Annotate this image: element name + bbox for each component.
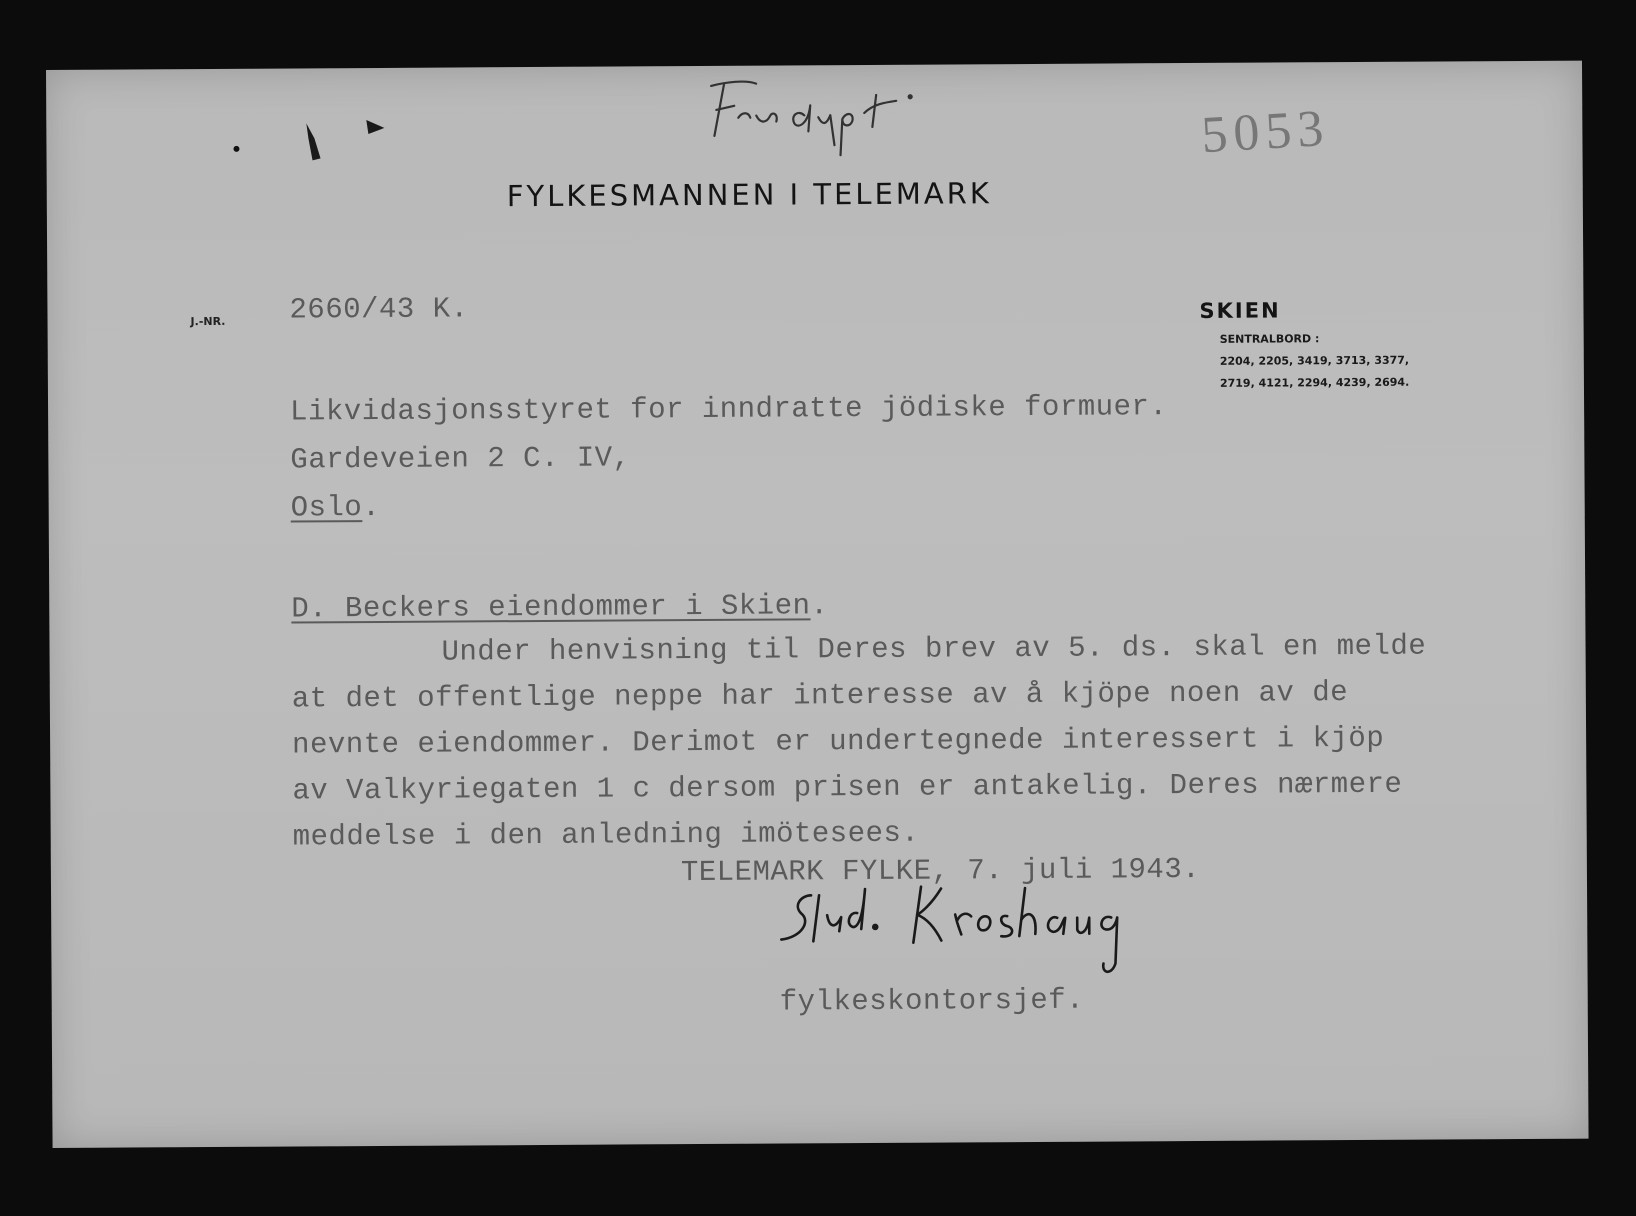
handwritten-note xyxy=(686,74,987,166)
subject-suffix: . xyxy=(810,589,829,623)
phone-numbers-line1: 2204, 2205, 3419, 3713, 3377, xyxy=(1219,353,1410,368)
body-line: av Valkyriegaten 1 c dersom prisen er antakelig. Deres nærmere xyxy=(292,767,1403,808)
archive-number: 5053 xyxy=(1199,99,1331,165)
recipient-name: Likvidasjonsstyret for inndratte jödiske formuer. xyxy=(289,390,1168,429)
body-line: nevnte eiendommer. Derimot er undertegnede interessert i kjöp xyxy=(292,721,1385,762)
place-date: TELEMARK FYLKE, 7. juli 1943. xyxy=(680,852,1201,890)
body-line: at det offentlige neppe har interesse av å kjöpe noen av de xyxy=(291,676,1349,716)
phone-numbers-line2: 2719, 4121, 2294, 4239, 2694. xyxy=(1219,375,1410,390)
letterhead-title: FYLKESMANNEN I TELEMARK xyxy=(506,176,992,214)
subject-line xyxy=(291,589,828,625)
switchboard-label: SENTRALBORD : xyxy=(1219,332,1320,346)
city-heading: SKIEN xyxy=(1199,298,1281,323)
recipient-city-suffix: . xyxy=(362,490,381,525)
body-line: Under henvisning til Deres brev av 5. ds. skal en melde xyxy=(441,629,1427,669)
recipient-city: Oslo xyxy=(290,491,363,525)
signature xyxy=(771,863,1212,986)
recipient-street: Gardeveien 2 C. IV, xyxy=(290,441,631,477)
letter-page xyxy=(46,61,1589,1148)
signer-title: fylkeskontorsjef. xyxy=(779,983,1085,1019)
subject-text: D. Beckers eiendommer i Skien xyxy=(291,589,811,626)
body-line: meddelse i den anledning imötesees. xyxy=(292,816,920,854)
recipient-city-line xyxy=(291,491,381,525)
journal-number: 2660/43 K. xyxy=(289,292,469,327)
journal-label: J.-NR. xyxy=(190,314,226,329)
ink-specks xyxy=(216,108,417,194)
